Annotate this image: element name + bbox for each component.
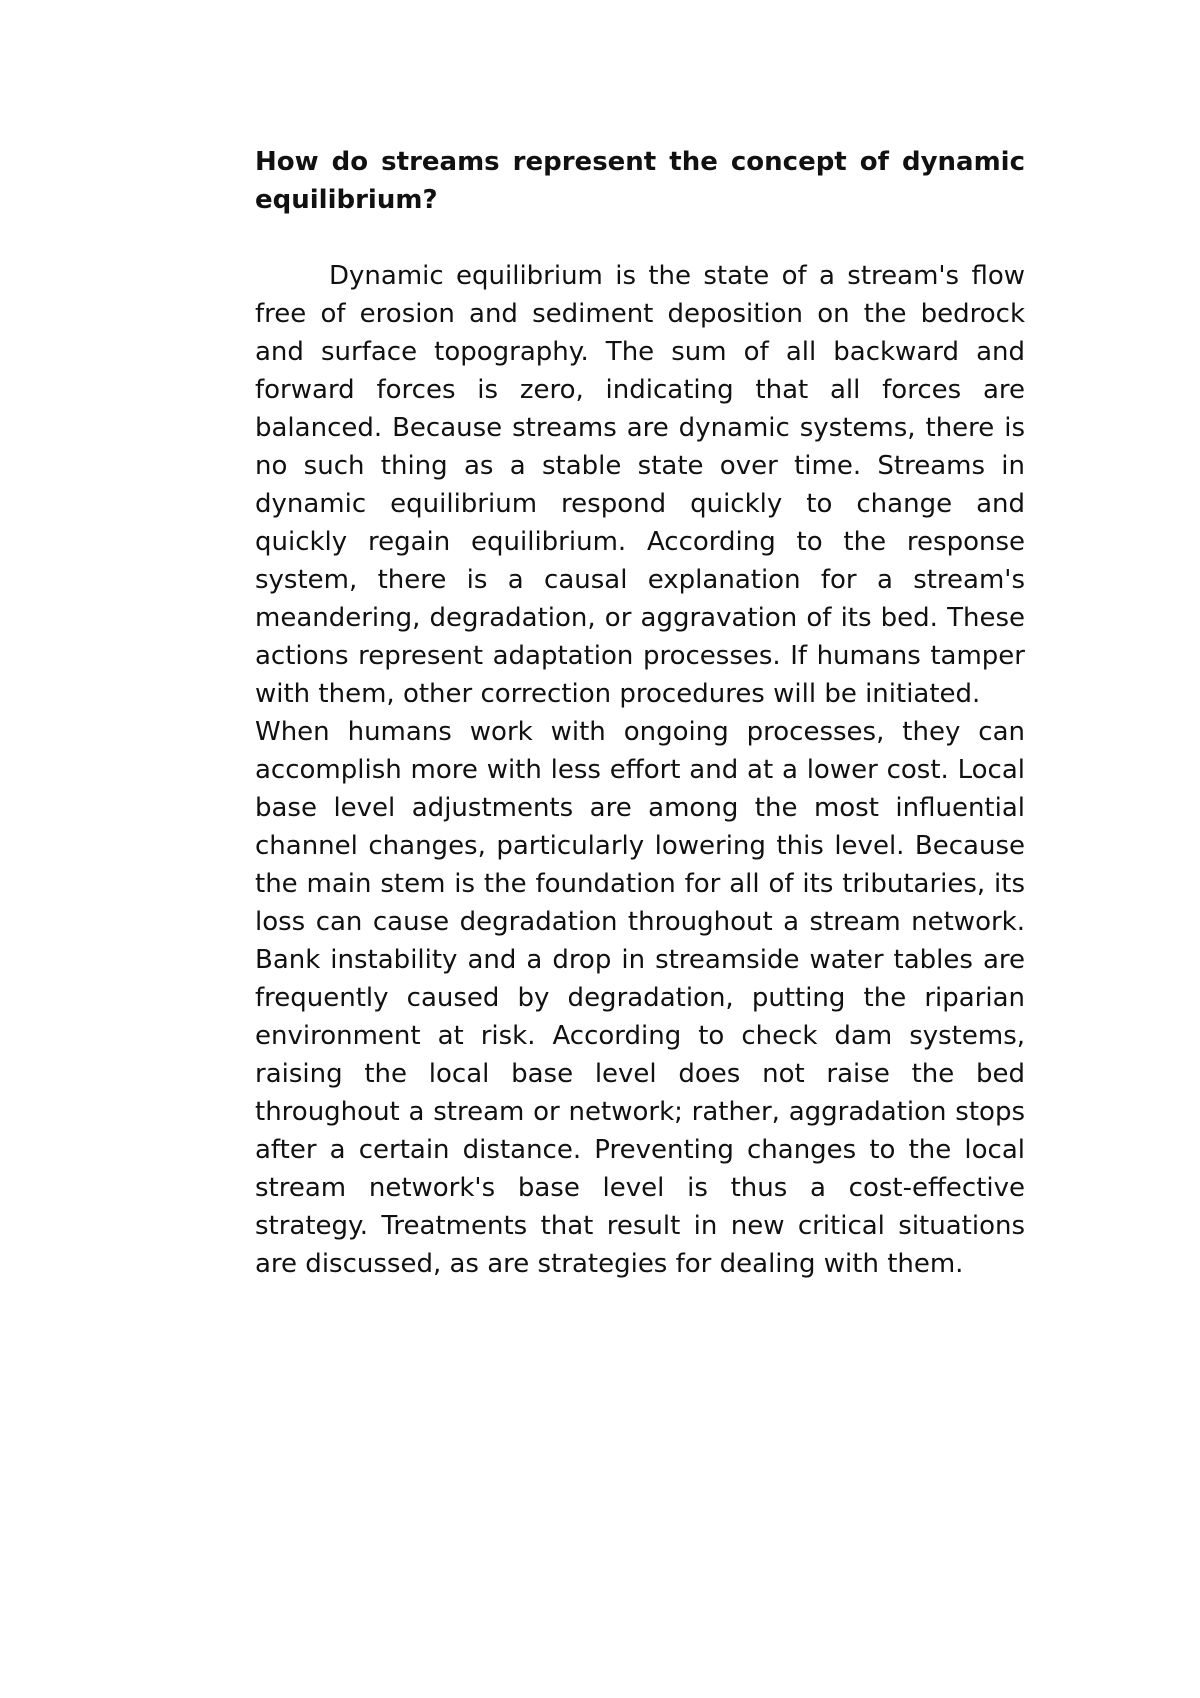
paragraph-1: Dynamic equilibrium is the state of a stream's flow free of erosion and sediment deposition on the bedrock and surface topography. The sum of all backward and forward forces is zero, indicating that all forces are balanced. Because streams are dynamic systems, there is no such thing as a stable state over time. Streams in dynamic equilibrium respond quickly to change and quickly regain equilibrium. According to the response system, there is a causal explanation for a stream's meandering, degradation, or aggravation of its bed. These actions represent adaptation processes. If humans tamper with them, other correction procedures will be initiated. bbox=[255, 261, 1025, 709]
paragraph-2: When humans work with ongoing processes, they can accomplish more with less effort and at a lower cost. Local base level adjustments are among the most influential channel changes, particularly lowering this level. Because the main stem is the foundation for all of its tributaries, its loss can cause degradation throughout a stream network. Bank instability and a drop in streamside water tables are frequently caused by degradation, putting the riparian environment at risk. According to check dam systems, raising the local base level does not raise the bed throughout a stream or network; rather, aggradation stops after a certain distance. Preventing changes to the local stream network's base level is thus a cost-effective strategy. Treatments that result in new critical situations are discussed, as are strategies for dealing with them. bbox=[255, 717, 1025, 1279]
document-body bbox=[255, 143, 1025, 1283]
document-title: How do streams represent the concept of dynamic equilibrium? bbox=[255, 147, 1025, 215]
